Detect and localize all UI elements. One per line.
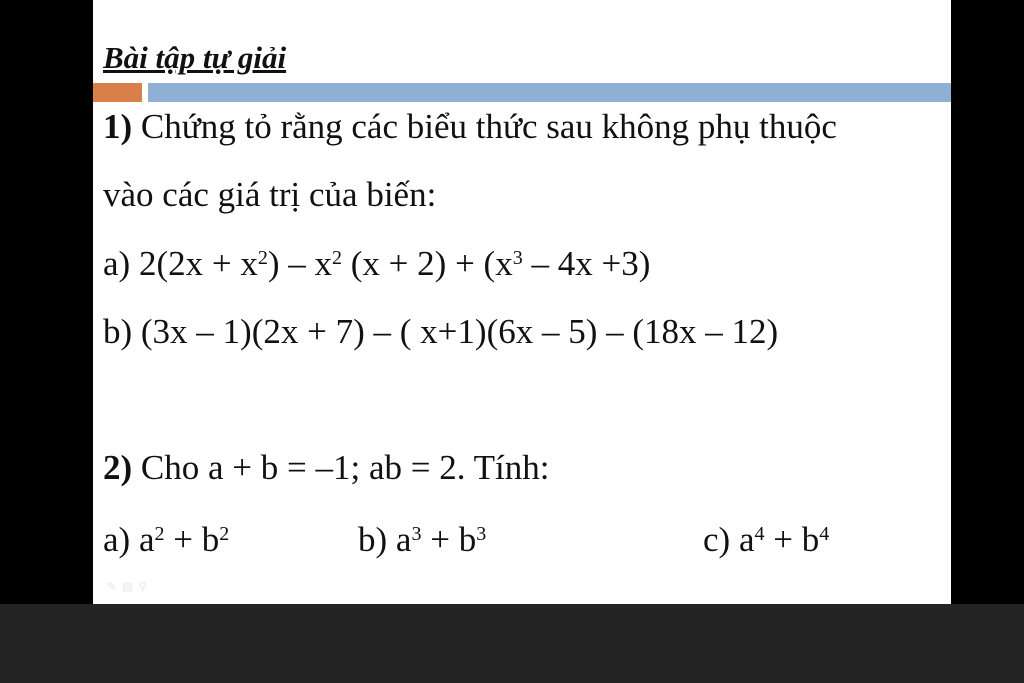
question-2-number: 2) [103,448,133,487]
part-label: b) [358,520,396,559]
question-1-line-2: vào các giá trị của biến: [103,175,437,214]
expr-part: 2(2x + x [138,244,258,283]
accent-bar-orange [93,83,142,102]
slide-controls [107,580,153,593]
question-1a-label: a) [103,244,139,283]
question-1b-expression: (3x – 1)(2x + 7) – ( x+1)(6x – 5) – (18x – 12) [140,312,779,351]
expr-part: – 4x +3) [522,244,651,283]
exponent: 2 [257,247,268,269]
pen-icon[interactable]: ✎ [107,580,123,593]
question-1-text: Chứng tỏ rằng các biểu thức sau không phụ thuộc [132,107,837,146]
exponent: 4 [754,523,765,545]
zoom-icon[interactable]: ⚲ [138,580,153,593]
operator: + [421,520,459,559]
question-2-text: Cho a + b = –1; ab = 2. Tính: [132,448,550,487]
base: a [395,520,412,559]
exponent: 4 [819,523,830,545]
question-2c [703,520,829,560]
question-1b [103,312,778,352]
question-2a [103,520,229,560]
slide [93,0,951,604]
exponent: 3 [476,523,487,545]
accent-bar-blue [148,83,951,102]
slide-menu-icon[interactable]: ▤ [122,580,139,593]
exponent: 2 [154,523,165,545]
exponent: 2 [219,523,230,545]
question-1a [103,244,650,284]
base: b [801,520,820,559]
question-1-number: 1) [103,107,133,146]
question-2b [358,520,486,560]
question-1b-label: b) [103,312,141,351]
base: b [201,520,220,559]
part-label: c) [703,520,739,559]
base: a [738,520,755,559]
exponent: 3 [411,523,422,545]
base: a [138,520,155,559]
operator: + [164,520,202,559]
bottom-bar [0,604,1024,683]
exponent: 3 [512,247,523,269]
part-label: a) [103,520,139,559]
base: b [458,520,477,559]
expr-part: ) – x [267,244,333,283]
question-2 [103,448,549,488]
operator: + [764,520,802,559]
question-1-line-1 [103,107,837,147]
slide-title: Bài tập tự giải [103,40,287,75]
exponent: 2 [332,247,343,269]
expr-part: (x + 2) + (x [342,244,513,283]
